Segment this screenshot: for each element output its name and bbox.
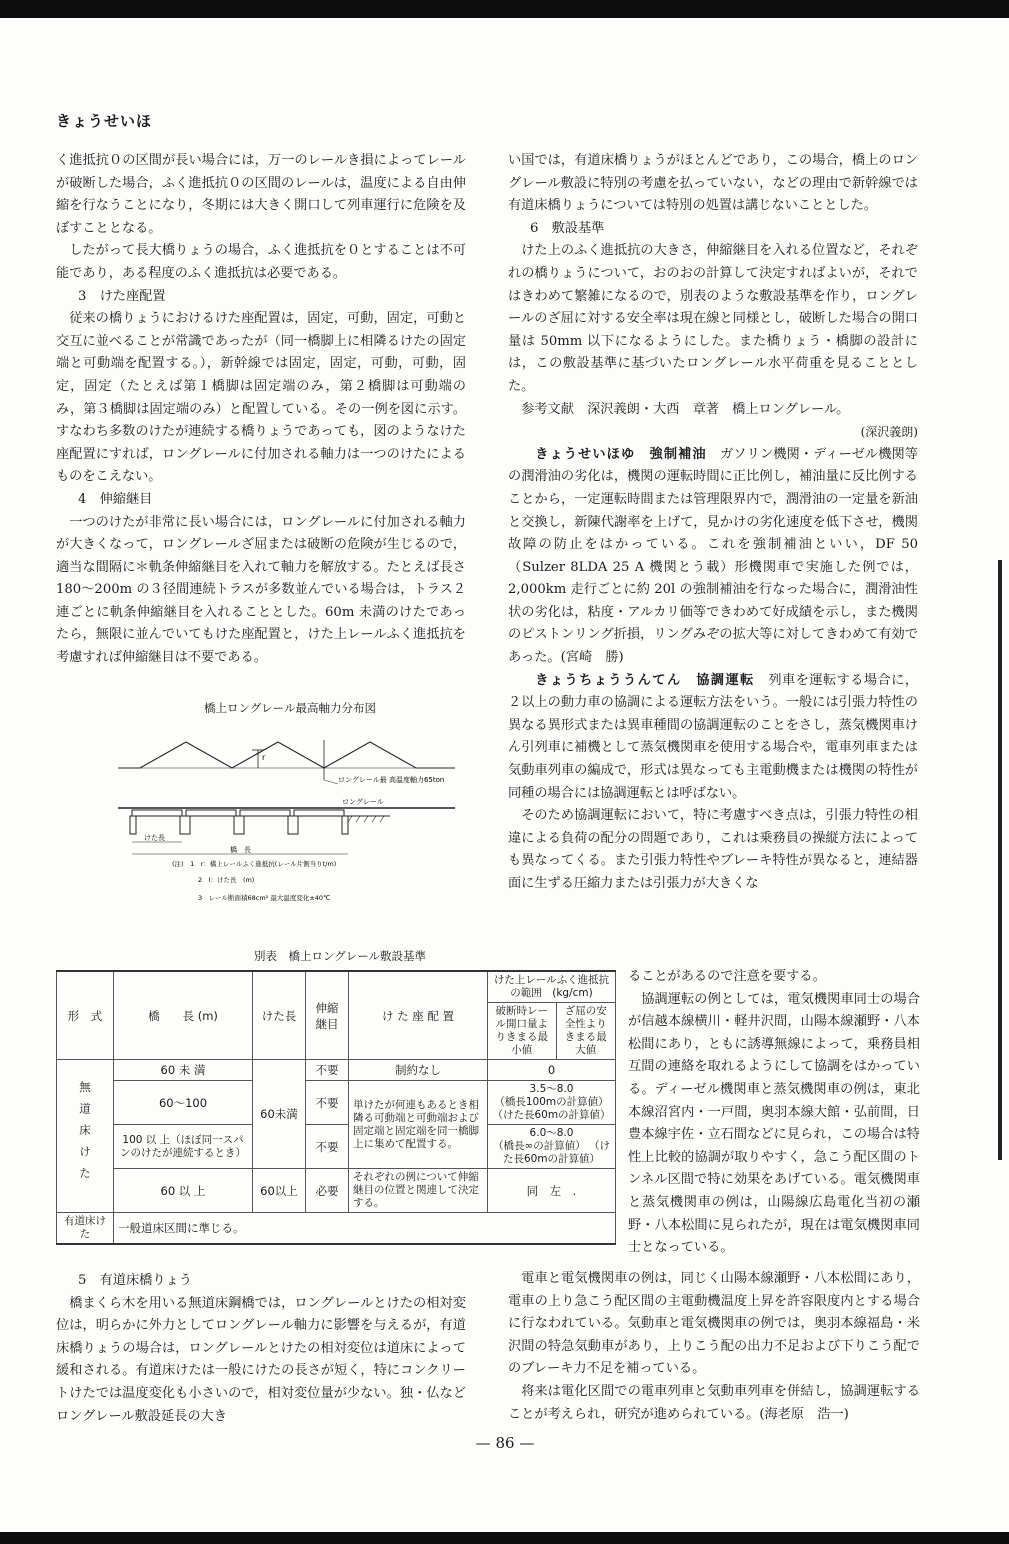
paragraph: けた上のふく進抵抗の大きさ，伸縮継目を入れる位置など，それぞれの橋りょうについて，おのおの計算して決定すればよいが，それではきわめて繁雑になるので，別表のような敷設基準を作り，ロングレールのざ屈に対する安全率は現在線と同様とし，破断した場合の開口量は 50mm 以下になるようにした。また橋りょう・橋脚の設計には，この敷設基準に基づいたロングレール水平荷重を見ることとした。: [508, 243, 918, 394]
page-number: — 86 —: [475, 1434, 535, 1452]
section-heading: 4 伸縮継目: [78, 491, 153, 507]
cell-resistance-left: （橋長∞の計算値）: [492, 1140, 586, 1152]
paragraph: 従来の橋りょうにおけるけた座配置は，固定，可動，固定，可動と交互に並べることが常識であったが（同一橋脚上に相隣るけたの固定端と可動端を配置する。），新幹線では固定，固定，可動，可動，固定，固定（たとえば第１橋脚は固定端のみ，第２橋脚は可動端のみ，第３橋脚は固定端のみ）と配置している。その一例を図に示す。すなわち多数のけたが連続する橋りょうであっても，図のようなけた座配置にすれば，ロングレールに付加される軸力は一つのけたによるものをこえない。: [56, 311, 466, 485]
paragraph: ることがあるので注意を要する。: [628, 969, 826, 984]
reference: 参考文献 深沢義朗・大西 章著 橋上ロングレール。: [521, 401, 850, 417]
cell-arrangement: 制約なし: [349, 1060, 488, 1081]
cell-length: 60 以 上: [114, 1169, 253, 1213]
section-heading: 3 けた座配置: [78, 288, 166, 304]
paragraph: 協調運転の例としては，電気機関車同士の場合が信越本線横川・軽井沢間，山陽本線瀬野・八本松間にあり，ともに誘導無線によって，乗務員相互間の連絡を取れるようにして協調をはかっている。ディーゼル機関車と蒸気機関車の例は，東北本線沼宮内・一戸間，奥羽本線大館・弘前間，日豊本線宇佐・立石間などに見られ，この場合は特性上比較的協調が取りやすく，急こう配区間のトンネル区間で特に効果をあげている。電気機関車と蒸気機関車の例は，山陽線広島電化当初の瀬野・八本松間に見られたが，現在は電気機関車同士となっている。: [628, 991, 920, 1256]
header-buckle: ざ屈の安全性よりきまる最大値: [556, 1003, 615, 1060]
figure-title: 橋上ロングレール最高軸力分布図: [203, 701, 377, 715]
force-distribution-line: [118, 742, 455, 768]
type-label: 無道床けた: [78, 1080, 92, 1189]
span-label: けた長: [144, 834, 165, 842]
header-resistance: けた上レールふく進抵抗の範囲 (kg/cm): [488, 971, 616, 1003]
table-title: 別表 橋上ロングレール敷設基準: [253, 949, 427, 963]
author: (宮崎 勝): [560, 650, 624, 666]
header-arrangement: け た 座 配 置: [349, 971, 488, 1060]
table-row: [57, 1213, 616, 1245]
cell-resistance: 3.5～8.0: [529, 1083, 574, 1095]
bottom-border: [0, 1532, 1009, 1544]
author: (深沢義朗): [860, 425, 918, 440]
cell-length: 100 以 上（ほぼ同一スパンのけたが連続するとき）: [114, 1125, 253, 1169]
table-row: [57, 1060, 616, 1081]
axial-force-diagram: [110, 720, 470, 920]
section-heading: 5 有道床橋りょう: [78, 1273, 192, 1288]
figure-note: 2 l：けた長 (m): [198, 876, 255, 884]
right-edge-mark: [998, 560, 1002, 1160]
rail-label: ロングレール: [342, 798, 384, 806]
header-joint: 伸縮継目: [306, 971, 349, 1060]
cell-joint: 必要: [306, 1169, 349, 1213]
cell-length: 60～100: [114, 1081, 253, 1125]
cell-resistance: 同 左 .: [488, 1169, 616, 1213]
paragraph: そのため協調運転において，特に考慮すべき点は，引張力特性の相違による負荷の配分の問題であり，これは乗務員の操縦方法によっても異なってくる。また引張力特性やブレーキ特性が異なると，連結器面に生ずる圧縮力または引張力が大きくな: [508, 808, 918, 891]
paragraph: 橋まくら木を用いる無道床鋼橋では，ロングレールとけたの相対変位は，明らかに外力としてロングレール軸力に影響を与えるが，有道床橋りょうの場合は，ロングレールとけたの相対変位は道床によって緩和される。有道床けたは一般にけたの長さが短く，特にコンクリートけたでは温度変化も小さいので，相対変位量が少ない。独・仏などロングレール敷設延長の大き: [56, 1295, 466, 1424]
right-bottom-column: [508, 1268, 920, 1426]
section-heading: 6 敷設基準: [530, 220, 605, 236]
header-span: けた長: [253, 971, 306, 1060]
top-border: [0, 0, 1009, 18]
table-row: [57, 1169, 616, 1213]
paragraph: したがって長大橋りょうの場合，ふく進抵抗を０とすることは不可能であり，ある程度のふく進抵抗は必要である。: [56, 243, 466, 281]
paragraph: 電車と電気機関車の例は，同じく山陽本線瀬野・八本松間にあり，電車の上り急こう配区間の主電動機温度上昇を許容限度内とする場合に行なわれている。気動車と電気機関車の例では，奥羽本線福島・米沢間の特急気動車があり，上りこう配の出力不足および下りこう配でのブレーキ力不足を補っている。: [508, 1271, 920, 1377]
paragraph: く進抵抗０の区間が長い場合には，万一のレールき損によってレールが破断した場合，ふく進抵抗０の区間のレールは，温度による自由伸縮を行なうことになり，冬期には大きく開口して列車運行に危険を及ぼすこととなる。: [56, 153, 466, 236]
cell-joint: 不要: [306, 1060, 349, 1081]
entry-text: ガソリン機関・ディーゼル機関等の潤滑油の劣化は，機関の運転時間に正比例し，補油量に反比例することから，一定運転時間または管理限界内で，潤滑油の一定量を新油と交換し，新陳代謝率を上げて，見かけの劣化速度を低下させ，機関故障の防止をはかっている。これを強制補油といい，DF 50（Sulzer 8LDA 25 A 機関とう載）形機関車で実施した例では，2,000km 走行ごとに約 20l の強制補油を行なった場合に，潤滑油性状の劣化は，粘度・アルカリ価等できわめて好成績を示し，また機関のピストンリング折損，リングみぞの拡大等に対してきわめて有効であった。: [508, 446, 918, 666]
header-break: 破断時レール開口量よりきまる最小値: [488, 1003, 557, 1060]
cell-resistance-right: （けた長60mの計算値）: [492, 1109, 611, 1121]
figure-note: 3 レール断面積68cm² 最大温度変化±40℃: [198, 894, 331, 902]
paragraph: 将来は電化区間での電車列車と気動車列車を併結し，協調運転することが考えられ，研究が進められている。(海老原 浩一): [508, 1383, 920, 1422]
left-bottom-column: [56, 1270, 466, 1428]
axial-force-label: ロングレール最 高温度軸力65ton: [338, 776, 445, 784]
paragraph: い国では，有道床橋りょうがほとんどであり，この場合，橋上のロングレール敷設に特別の考慮を払っていない，などの理由で新幹線では有道床橋りょうについては特別の処置は講じないこととした。: [508, 153, 918, 214]
entry-term: きょうちょううんてん 協調運転: [535, 672, 755, 688]
cell-arrangement: 単けたが何連もあるとき相隣る可動端と可動端および固定端と固定端を同一橋脚上に集めて配置する。: [349, 1081, 488, 1169]
cell-resistance-left: （橋長100mの計算値）: [494, 1096, 609, 1108]
ballast-rule: 一般道床区間に準じる。: [114, 1213, 616, 1245]
laying-standard-table: [56, 970, 616, 1245]
page-number-value: 86: [495, 1434, 515, 1452]
cell-joint: 不要: [306, 1081, 349, 1125]
figure-note: (注) 1 r：橋上レールふく進抵抗(レール片側当りt/m): [172, 860, 337, 868]
table-row: [57, 1125, 616, 1169]
paragraph: 一つのけたが非常に長い場合には，ロングレールに付加される軸力が大きくなって，ロングレールざ屈または破断の危険が生じるので，適当な間隔に＊軌条伸縮継目を入れて軸力を解放する。たとえば長さ 180～200m の３径間連続トラスが多数並んでいる場合は，トラス２連ごとに軌条伸縮継目を入れることとした。60m 未満のけたであったら，無限に並んでいてもけた座配置と，けた上レールふく進抵抗を考慮すれば伸縮継目は不要である。: [56, 514, 466, 666]
cell-length: 60 未 満: [114, 1060, 253, 1081]
cell-resistance: 0: [488, 1060, 616, 1081]
cell-resistance-right: （けた長60mの計算値）: [502, 1140, 611, 1165]
cell-arrangement: それぞれの例について伸縮継目の位置と関連して決定する。: [349, 1169, 488, 1213]
right-column: [508, 150, 918, 896]
cell-span: 60以上: [253, 1169, 306, 1213]
cell-joint: 不要: [306, 1125, 349, 1169]
r-label: r: [262, 753, 266, 762]
cell-resistance: 6.0～8.0: [529, 1127, 574, 1139]
ballast-type: 有道床けた: [57, 1213, 114, 1245]
header-type: 形 式: [57, 971, 114, 1060]
left-column: [56, 150, 466, 670]
entry-text: 列車を運転する場合に，２以上の動力車の協調による運転方法をいう。一般には引張力特性の異なる異形式または異車種間の協調運転のことをさし，蒸気機関車けん引列車に補機として蒸気機関車を使用する場合や，電車列車または気動車列車の編成で，形式は異なっても主電動機または機関の特性が同種の場合には協調運転とは呼ばない。: [508, 672, 919, 801]
cell-span: 60未満: [253, 1060, 306, 1169]
bridge-length-label: 橋 長: [230, 846, 251, 854]
header-length: 橋 長 (m): [114, 971, 253, 1060]
page-header: きょうせいほ: [56, 112, 153, 130]
table-row: [57, 1081, 616, 1125]
right-lower-column: [628, 966, 920, 1260]
entry-term: きょうせいほゆ 強制補油: [535, 446, 707, 462]
